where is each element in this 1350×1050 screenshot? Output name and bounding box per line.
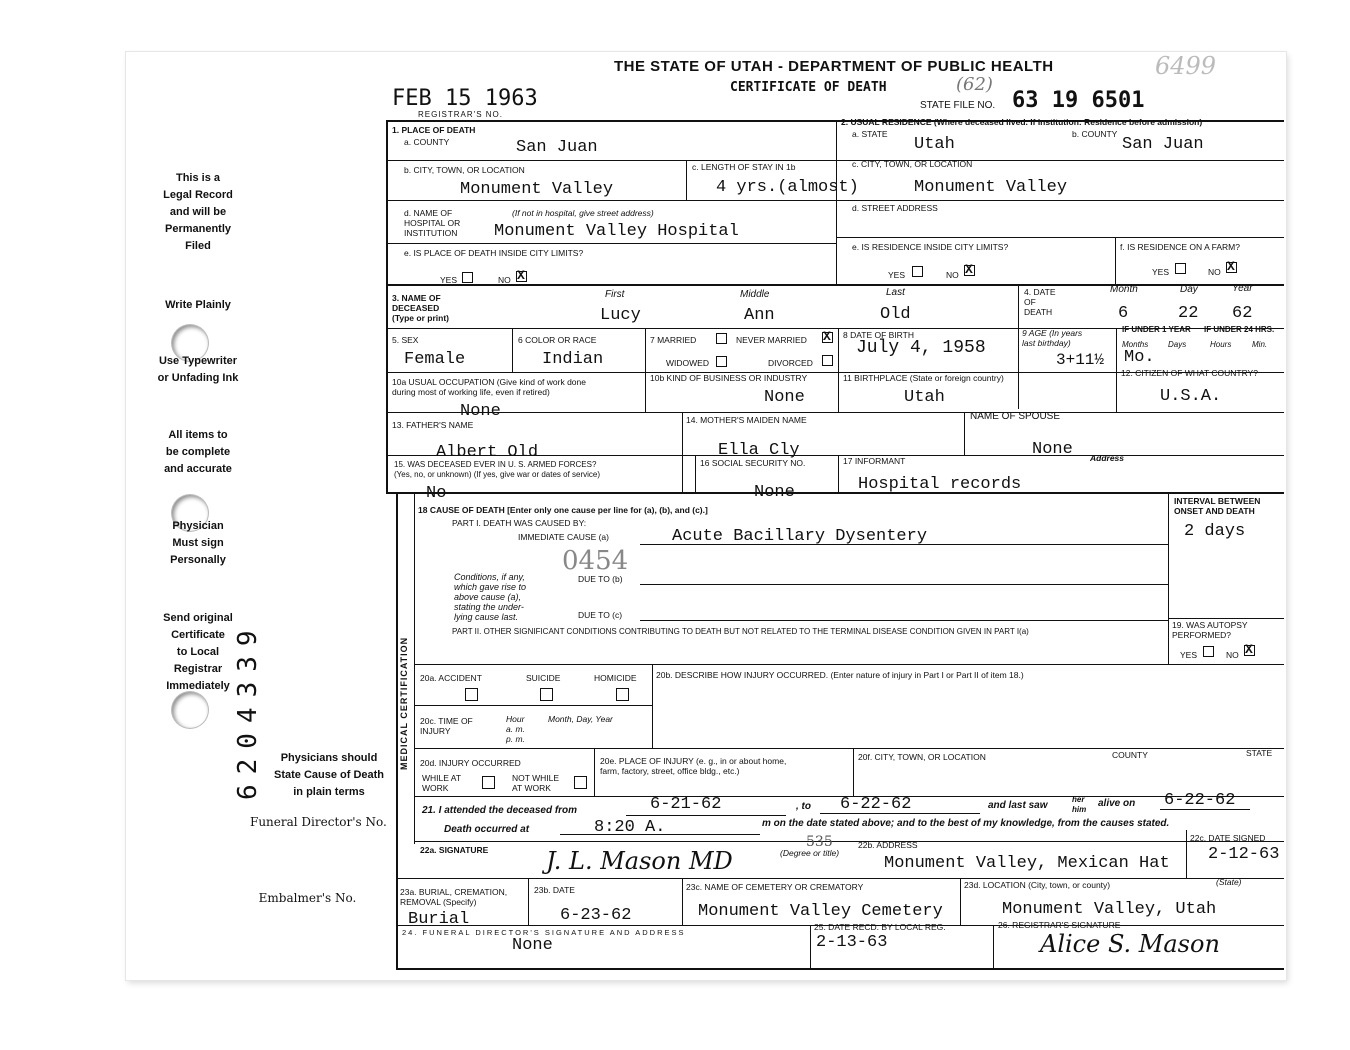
label-usual-residence: 2. USUAL RESIDENCE (Where deceased lived. If institution: Residence before admission) — [841, 117, 1203, 127]
label-part-2: PART II. OTHER SIGNIFICANT CONDITIONS CONTRIBUTING TO DEATH BUT NOT RELATED TO THE TERMINAL DISEASE CONDITION GIVEN IN PART I(a) — [452, 627, 1029, 636]
label-under-1-year: IF UNDER 1 YEAR — [1122, 325, 1191, 334]
label-no: NO — [946, 270, 959, 280]
checkbox-widowed[interactable] — [716, 356, 727, 367]
value-county: San Juan — [516, 138, 598, 157]
label-place-of-injury: 20e. PLACE OF INJURY (e. g., in or about home, farm, factory, street, office bldg., etc.) — [600, 756, 787, 776]
value-cemetery-location: Monument Valley, Utah — [1002, 900, 1217, 919]
value-father: Albert Old — [436, 443, 539, 462]
label-her-him: her him — [1072, 795, 1087, 814]
sidebar-funeral: Funeral Director's No. — [250, 815, 387, 829]
label-middle: Middle — [740, 289, 770, 300]
label-no: NO — [1208, 267, 1221, 277]
label-last: Last — [886, 287, 905, 298]
label-dob: 8 DATE OF BIRTH — [843, 330, 915, 340]
label-res-county: b. COUNTY — [1072, 129, 1118, 139]
date-stamp: FEB 15 1963 — [392, 86, 538, 111]
state-file-no: 63 19 6501 — [1012, 88, 1145, 113]
checkbox-res-no[interactable] — [964, 265, 975, 276]
label-hours: Hours — [1210, 340, 1232, 349]
label-alive-on: alive on — [1098, 798, 1136, 809]
label-res-state: a. STATE — [852, 129, 888, 139]
sidebar-typewriter: Use Typewriter or Unfading Ink — [157, 355, 239, 384]
label-injury-county: COUNTY — [1112, 750, 1148, 760]
value-res-county: San Juan — [1122, 135, 1204, 154]
label-due-to-c: DUE TO (c) — [578, 610, 623, 620]
checkbox-farm-yes[interactable] — [1175, 263, 1186, 274]
checkbox-homicide[interactable] — [616, 688, 629, 701]
value-hospital: Monument Valley Hospital — [494, 222, 739, 241]
label-burial: 23a. BURIAL, CREMATION, REMOVAL (Specify) — [400, 887, 508, 907]
checkbox-autopsy-yes[interactable] — [1203, 646, 1214, 657]
value-time: 8:20 A. — [594, 818, 666, 837]
value-burial-date: 6-23-62 — [560, 906, 632, 925]
checkbox-place-no[interactable] — [516, 271, 527, 282]
checkbox-res-yes[interactable] — [912, 266, 923, 277]
label-farm: f. IS RESIDENCE ON A FARM? — [1120, 242, 1240, 252]
label-mins: Min. — [1252, 340, 1268, 349]
value-first-name: Lucy — [600, 306, 641, 325]
label-under-24-hrs: IF UNDER 24 HRS. — [1204, 325, 1275, 334]
label-age: 9 AGE (In years last birthday) — [1022, 328, 1083, 348]
label-street: d. STREET ADDRESS — [852, 203, 938, 213]
sidebar-legal: This is a Legal Record and will be Permanently Filed — [163, 172, 233, 252]
doc-title: CERTIFICATE OF DEATH — [730, 80, 887, 95]
label-month: Month — [1110, 284, 1138, 295]
label-yes: YES — [440, 275, 458, 285]
value-middle-name: Ann — [744, 306, 775, 325]
punch-hole — [172, 692, 208, 728]
checkbox-while-at-work[interactable] — [482, 776, 495, 789]
label-suicide: SUICIDE — [526, 673, 561, 683]
value-date-of-birth: July 4, 1958 — [856, 338, 986, 358]
label-injury-state: STATE — [1246, 748, 1273, 758]
registrar-signature: Alice S. Mason — [1040, 930, 1220, 958]
sidebar-physician: Physician Must sign Personally — [170, 520, 226, 566]
state-title: THE STATE OF UTAH - DEPARTMENT OF PUBLIC HEALTH — [614, 58, 1054, 75]
state-file-label: STATE FILE NO. — [920, 100, 996, 111]
checkbox-accident[interactable] — [465, 688, 478, 701]
label-injury-occurred: 20d. INJURY OCCURRED — [420, 758, 521, 768]
checkbox-never-married[interactable] — [822, 332, 833, 343]
label-funeral-director: 24. FUNERAL DIRECTOR'S SIGNATURE AND ADDRESS — [402, 928, 686, 937]
sidebar-embalmer: Embalmer's No. — [258, 891, 357, 905]
corner-note: 6499 — [1155, 52, 1217, 80]
label-death-occurred: Death occurred at — [444, 824, 530, 835]
label-citizen: 12. CITIZEN OF WHAT COUNTRY? — [1121, 368, 1258, 378]
label-date-recd: 25. DATE RECD. BY LOCAL REG. — [814, 922, 946, 932]
label-to: , to — [796, 801, 811, 812]
label-length-of-stay: c. LENGTH OF STAY IN 1b — [692, 162, 796, 172]
label-city: b. CITY, TOWN, OR LOCATION — [404, 165, 525, 175]
hand-note: (62) — [956, 74, 993, 95]
label-occupation: 10a USUAL OCCUPATION (Give kind of work done during most of working life, even if retired) — [392, 377, 586, 397]
label-first: First — [605, 289, 625, 300]
value-age: 3+11½ — [1056, 351, 1105, 369]
label-name-deceased: 3. NAME OF DECEASED (Type or print) — [392, 293, 449, 323]
label-address: Address — [1090, 453, 1125, 463]
label-interval: INTERVAL BETWEEN ONSET AND DEATH — [1174, 496, 1261, 516]
label-day: Day — [1180, 284, 1198, 295]
label-time-of-injury: 20c. TIME OF INJURY — [420, 716, 473, 736]
label-conditions: Conditions, if any, which gave rise to above cause (a), stating the under- lying cause last. — [454, 572, 527, 622]
checkbox-suicide[interactable] — [540, 688, 553, 701]
label-days: Days — [1168, 340, 1187, 349]
value-death-year: 62 — [1232, 304, 1253, 323]
value-cause-code: 0454 — [562, 546, 629, 576]
value-mother: Ella Cly — [718, 441, 800, 460]
label-homicide: HOMICIDE — [594, 673, 637, 683]
label-res-city: c. CITY, TOWN, OR LOCATION — [852, 159, 973, 169]
label-month-day-year: Month, Day, Year — [548, 714, 613, 724]
value-armed-forces: No — [426, 484, 447, 503]
label-yes: YES — [1180, 650, 1198, 660]
value-cemetery: Monument Valley Cemetery — [698, 902, 943, 921]
value-death-month: 6 — [1118, 304, 1129, 323]
label-registrar-signature: 26. REGISTRAR'S SIGNATURE — [998, 920, 1121, 930]
value-burial: Burial — [408, 910, 470, 929]
sidebar-write: Write Plainly — [165, 299, 231, 311]
value-age-months: Mo. — [1124, 348, 1155, 367]
value-last-name: Old — [880, 305, 911, 324]
label-accident: 20a. ACCIDENT — [420, 673, 482, 683]
label-attended: 21. I attended the deceased from — [422, 805, 578, 816]
value-attended-from: 6-21-62 — [650, 795, 722, 814]
checkbox-not-while-at-work[interactable] — [574, 776, 587, 789]
label-married: 7 MARRIED — [650, 335, 697, 345]
value-citizen: U.S.A. — [1160, 387, 1222, 406]
value-date-recd: 2-13-63 — [816, 933, 888, 952]
label-place-city-limits: e. IS PLACE OF DEATH INSIDE CITY LIMITS? — [404, 248, 584, 258]
label-date-signed: 22c. DATE SIGNED — [1190, 833, 1266, 843]
label-res-city-limits: e. IS RESIDENCE INSIDE CITY LIMITS? — [852, 242, 1009, 252]
value-funeral-director: None — [512, 936, 553, 955]
label-last-saw: and last saw — [988, 800, 1048, 811]
value-occupation: None — [460, 402, 501, 421]
checkbox-place-yes[interactable] — [462, 272, 473, 283]
label-date-of-death: 4. DATE OF DEATH — [1024, 287, 1056, 317]
label-business: 10b KIND OF BUSINESS OR INDUSTRY — [650, 373, 808, 383]
value-spouse: None — [1032, 440, 1073, 459]
sidebar-complete: All items to be complete and accurate — [164, 429, 232, 475]
value-sig-code: 535 — [806, 834, 833, 850]
label-injury-description: 20b. DESCRIBE HOW INJURY OCCURRED. (Enter nature of injury in Part I or Part II of item 18.) — [656, 670, 1024, 680]
label-hour: Hour a. m. p. m. — [506, 714, 525, 744]
value-res-city: Monument Valley — [914, 178, 1068, 197]
label-months: Months — [1122, 340, 1149, 349]
label-armed-forces: 15. WAS DECEASED EVER IN U. S. ARMED FORCES? (Yes, no, or unknown) (If yes, give war or dates of service) — [394, 460, 601, 479]
sidebar-cause: Physicians should State Cause of Death in plain terms — [273, 752, 385, 798]
label-22b-address: 22b. ADDRESS — [858, 840, 918, 850]
value-address: Monument Valley, Mexican Hat — [884, 854, 1170, 873]
checkbox-autopsy-no[interactable] — [1244, 645, 1255, 656]
label-cemetery: 23c. NAME OF CEMETERY OR CREMATORY — [686, 882, 864, 892]
value-attended-to: 6-22-62 — [840, 795, 912, 814]
label-degree: (Degree or title) — [780, 848, 840, 858]
label-race: 6 COLOR OR RACE — [518, 335, 597, 345]
medical-certification-label: MEDICAL CERTIFICATION — [399, 636, 409, 770]
label-immediate-cause: IMMEDIATE CAUSE (a) — [518, 532, 609, 542]
label-never-married: NEVER MARRIED — [736, 335, 807, 345]
label-cause-of-death: 18 CAUSE OF DEATH [Enter only one cause per line for (a), (b), and (c).] — [418, 505, 708, 515]
label-while-at-work: WHILE AT WORK — [422, 773, 462, 793]
label-father: 13. FATHER'S NAME — [392, 420, 474, 430]
value-cause-a: Acute Bacillary Dysentery — [672, 527, 928, 546]
value-length-of-stay: 4 yrs.(almost) — [716, 178, 859, 197]
value-ssn: None — [754, 483, 795, 502]
value-business: None — [764, 388, 805, 407]
checkbox-married[interactable] — [716, 333, 727, 344]
sidebar-send: Send original Certificate to Local Registrar Immediately — [163, 612, 233, 692]
value-res-state: Utah — [914, 135, 955, 154]
label-informant: 17 INFORMANT — [843, 456, 906, 466]
label-cemetery-location: 23d. LOCATION (City, town, or county) — [964, 880, 1111, 890]
value-informant: Hospital records — [858, 475, 1022, 494]
value-city: Monument Valley — [460, 180, 614, 199]
label-signature: 22a. SIGNATURE — [420, 845, 489, 855]
value-date-signed: 2-12-63 — [1208, 845, 1280, 864]
label-mother: 14. MOTHER'S MAIDEN NAME — [686, 415, 807, 425]
label-due-to-b: DUE TO (b) — [578, 574, 623, 584]
registrar-label: REGISTRAR'S NO. — [418, 110, 503, 119]
label-sex: 5. SEX — [392, 335, 419, 345]
value-race: Indian — [542, 350, 604, 369]
label-yes: YES — [888, 270, 906, 280]
label-state-paren: (State) — [1216, 877, 1242, 887]
value-birthplace: Utah — [904, 388, 945, 407]
label-burial-date: 23b. DATE — [534, 885, 575, 895]
value-sex: Female — [404, 350, 466, 369]
value-interval: 2 days — [1184, 522, 1246, 541]
label-county: a. COUNTY — [404, 137, 450, 147]
label-place-of-death: 1. PLACE OF DEATH — [392, 125, 476, 135]
label-hospital-note: (If not in hospital, give street address) — [512, 208, 654, 218]
label-ssn: 16 SOCIAL SECURITY NO. — [700, 458, 806, 468]
label-injury-city: 20f. CITY, TOWN, OR LOCATION — [858, 752, 986, 762]
label-no: NO — [498, 275, 511, 285]
physician-signature: J. L. Mason MD — [546, 847, 733, 875]
serial-number: 6204339 — [233, 620, 263, 800]
value-alive-on: 6-22-62 — [1164, 791, 1236, 810]
label-autopsy: 19. WAS AUTOPSY PERFORMED? — [1172, 620, 1248, 640]
label-not-while-at-work: NOT WHILE AT WORK — [512, 773, 560, 793]
value-death-day: 22 — [1178, 304, 1199, 323]
label-birthplace: 11 BIRTHPLACE (State or foreign country) — [843, 373, 1004, 383]
checkbox-divorced[interactable] — [822, 355, 833, 366]
label-no: NO — [1226, 650, 1239, 660]
label-part-1: PART I. DEATH WAS CAUSED BY: — [452, 518, 587, 528]
checkbox-farm-no[interactable] — [1226, 262, 1237, 273]
label-yes: YES — [1152, 267, 1170, 277]
label-spouse: NAME OF SPOUSE — [970, 411, 1061, 422]
label-hospital: d. NAME OF HOSPITAL OR INSTITUTION — [404, 208, 461, 238]
label-widowed: WIDOWED — [666, 358, 709, 368]
label-year: Year — [1232, 283, 1253, 294]
label-m-on: m on the date stated above; and to the best of my knowledge, from the causes stated. — [762, 818, 1170, 829]
label-divorced: DIVORCED — [768, 358, 813, 368]
